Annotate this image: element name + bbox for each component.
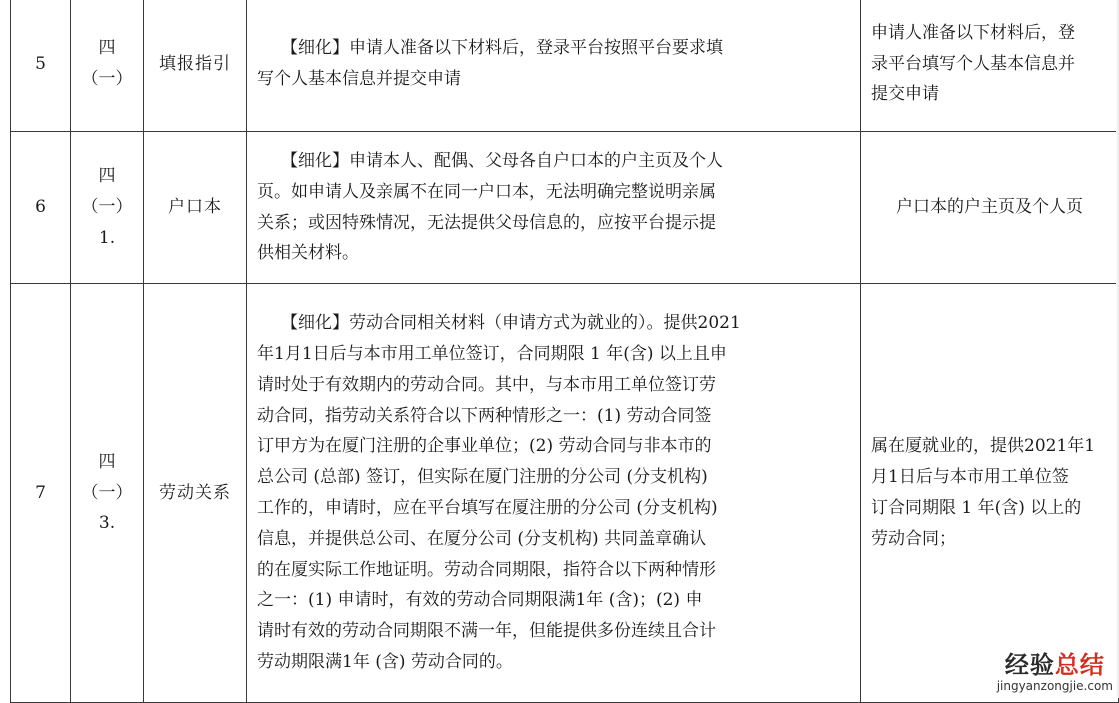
requirement-line: 申请人准备以下材料后，登 xyxy=(871,22,1075,43)
detail-line xyxy=(257,308,850,339)
detail-line-text: 的在厦实际工作地证明。劳动合同期限，指符合以下两种情形 xyxy=(257,559,716,580)
requirement-text xyxy=(861,132,1119,284)
requirement-line: 提交申请 xyxy=(871,84,939,105)
watermark-url: jingyanzongjie.com xyxy=(996,679,1113,693)
detail-text xyxy=(247,132,861,284)
item-name: 户口本 xyxy=(144,132,247,284)
detail-line-text: 年1月1日后与本市用工单位签订，合同期限 1 年(含) 以上且申 xyxy=(257,344,727,365)
detail-line xyxy=(257,339,850,370)
detail-line xyxy=(257,555,850,586)
row-number: 5 xyxy=(11,0,71,132)
section-ref-line: 四 xyxy=(98,38,116,59)
watermark-text-main: 经验 xyxy=(1004,651,1055,679)
detail-line-text: 写个人基本信息并提交申请 xyxy=(257,69,461,89)
detail-line xyxy=(257,585,850,616)
detail-line-text: 【细化】申请人准备以下材料后，登录平台按照平台要求填 xyxy=(281,38,723,59)
table-row xyxy=(11,132,1119,284)
watermark-logo xyxy=(997,653,1113,677)
requirement-line: 户口本的户主页及个人页 xyxy=(896,197,1083,218)
detail-line xyxy=(257,64,850,95)
section-ref-line: （一） xyxy=(81,69,133,89)
detail-line xyxy=(257,370,850,401)
section-ref-line: 四 xyxy=(98,166,116,187)
detail-line-text: 供相关材料。 xyxy=(257,243,359,264)
requirement-text xyxy=(861,0,1119,132)
requirement-line: 录平台填写个人基本信息并 xyxy=(871,53,1075,74)
table-row xyxy=(11,0,1119,132)
detail-line-text: 工作的，申请时，应在平台填写在厦注册的分公司 (分支机构) xyxy=(257,498,718,518)
detail-line-text: 请时处于有效期内的劳动合同。其中，与本市用工单位签订劳 xyxy=(257,374,716,395)
detail-line xyxy=(257,431,850,462)
section-ref xyxy=(71,132,144,284)
section-ref-line: 四 xyxy=(98,451,116,472)
detail-line xyxy=(257,401,850,432)
detail-line-text: 请时有效的劳动合同期限不满一年，但能提供多份连续且合计 xyxy=(257,621,716,642)
section-ref-line: 1. xyxy=(98,227,116,248)
detail-line xyxy=(257,238,850,269)
row-number: 7 xyxy=(11,284,71,703)
detail-line-text: 【细化】申请本人、配偶、父母各自户口本的户主页及个人 xyxy=(281,150,723,171)
detail-line-text: 页。如申请人及亲属不在同一户口本，无法明确完整说明亲属 xyxy=(257,181,716,202)
detail-line xyxy=(257,208,850,239)
detail-line-text: 订甲方为在厦门注册的企事业单位；(2) 劳动合同与非本市的 xyxy=(257,436,712,457)
requirement-line: 月1日后与本市用工单位签 xyxy=(871,467,1069,488)
policy-table xyxy=(10,0,1119,703)
detail-line xyxy=(257,647,850,678)
detail-line xyxy=(257,177,850,208)
requirement-line: 订合同期限 1 年(含) 以上的 xyxy=(871,498,1082,518)
detail-line-text: 【细化】劳动合同相关材料（申请方式为就业的）。提供2021 xyxy=(281,313,741,334)
requirement-text xyxy=(861,284,1119,703)
detail-line xyxy=(257,146,850,177)
section-ref-line: （一） xyxy=(81,197,133,218)
section-ref-line: （一） xyxy=(81,482,133,503)
detail-line-text: 总公司 (总部) 签订，但实际在厦门注册的分公司 (分支机构) xyxy=(257,467,708,488)
table-row xyxy=(11,284,1119,703)
detail-line xyxy=(257,33,850,64)
detail-text xyxy=(247,0,861,132)
item-name: 填报指引 xyxy=(144,0,247,132)
watermark-text-accent: 总结 xyxy=(1054,651,1105,679)
detail-line-text: 信息，并提供总公司、在厦分公司 (分支机构) 共同盖章确认 xyxy=(257,528,707,549)
detail-line xyxy=(257,493,850,524)
section-ref-line: 3. xyxy=(98,513,116,534)
site-watermark xyxy=(997,653,1113,692)
detail-line xyxy=(257,616,850,647)
item-name: 劳动关系 xyxy=(144,284,247,703)
detail-line-text: 动合同，指劳动关系符合以下两种情形之一：(1) 劳动合同签 xyxy=(257,405,712,426)
detail-line-text: 关系；或因特殊情况，无法提供父母信息的，应按平台提示提 xyxy=(257,212,716,233)
requirement-line: 属在厦就业的，提供2021年1 xyxy=(871,436,1096,457)
detail-line-text: 劳动期限满1年 (含) 劳动合同的。 xyxy=(257,651,513,672)
detail-line-text: 之一：(1) 申请时，有效的劳动合同期限满1年 (含)；(2) 申 xyxy=(257,590,703,611)
requirement-line: 劳动合同； xyxy=(871,528,956,549)
section-ref xyxy=(71,0,144,132)
row-number: 6 xyxy=(11,132,71,284)
section-ref xyxy=(71,284,144,703)
detail-line xyxy=(257,524,850,555)
detail-line xyxy=(257,462,850,493)
detail-text xyxy=(247,284,861,703)
